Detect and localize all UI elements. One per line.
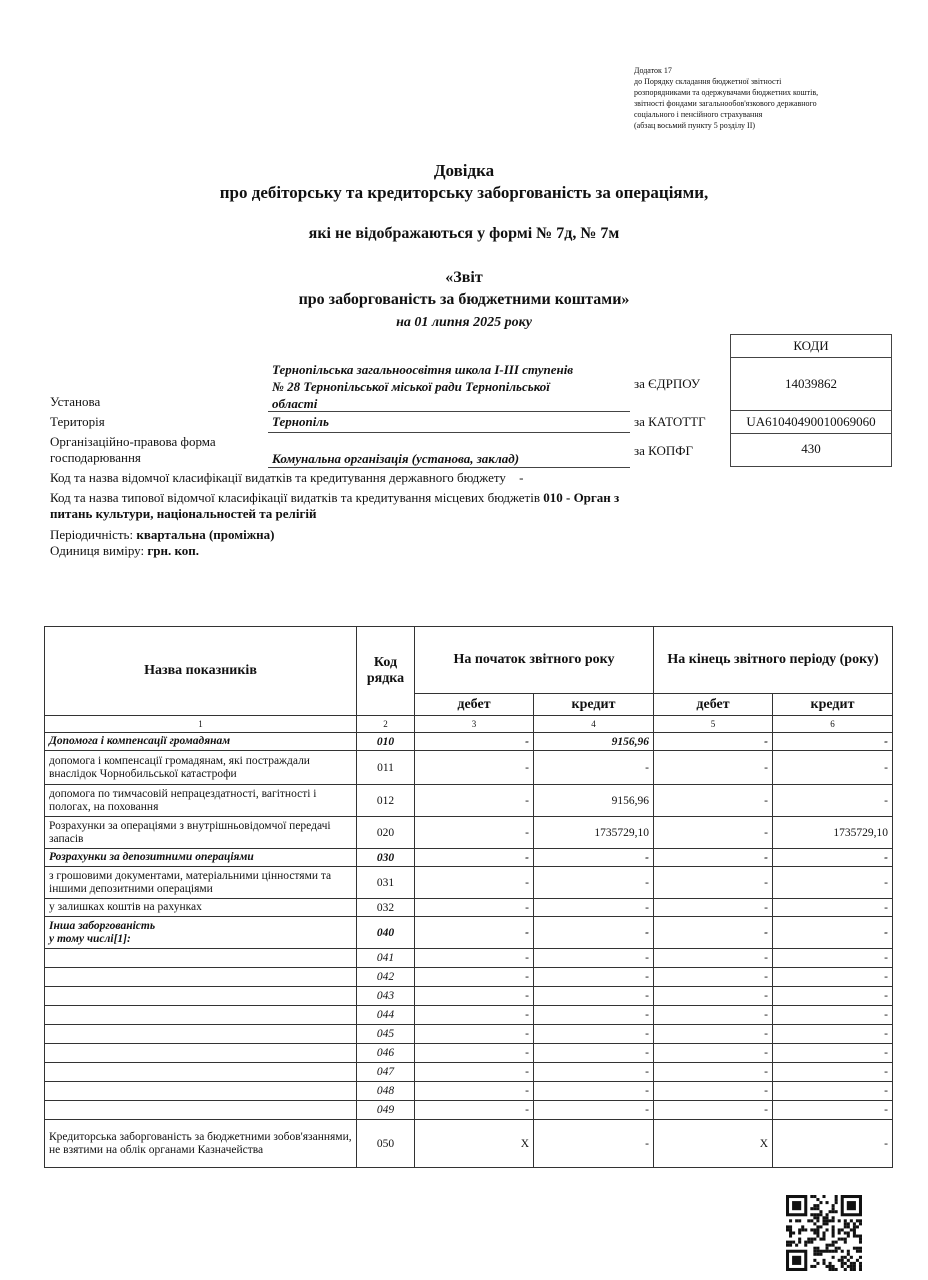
local-class-code: 010 - Орган з xyxy=(543,490,620,505)
territory-label: Територія xyxy=(50,414,105,429)
cell-d2: - xyxy=(654,987,773,1006)
cell-d1: - xyxy=(415,1063,534,1082)
cell-code: 042 xyxy=(357,968,415,987)
col-number: 2 xyxy=(357,716,415,733)
document-title xyxy=(0,160,928,204)
cell-code: 030 xyxy=(357,849,415,867)
unit-value: грн. коп. xyxy=(147,543,200,558)
cell-c2: - xyxy=(773,849,893,867)
cell-name xyxy=(45,987,357,1006)
cell-d2: - xyxy=(654,1082,773,1101)
cell-d2: - xyxy=(654,899,773,917)
cell-d2: - xyxy=(654,1025,773,1044)
cell-d1: - xyxy=(415,849,534,867)
periodicity xyxy=(50,527,274,543)
cell-d2: - xyxy=(654,867,773,899)
org-form-label-line: Організаційно-правова форма xyxy=(50,434,216,449)
cell-d2: - xyxy=(654,785,773,817)
cell-d2: - xyxy=(654,968,773,987)
cell-d2: - xyxy=(654,917,773,949)
cell-c1: - xyxy=(534,968,654,987)
cell-c1: - xyxy=(534,1082,654,1101)
cell-d1: - xyxy=(415,751,534,785)
cell-d1: - xyxy=(415,733,534,751)
institution-line: області xyxy=(272,396,318,411)
cell-code: 011 xyxy=(357,751,415,785)
title-line: «Звіт xyxy=(445,269,483,286)
header-name: Назва показників xyxy=(45,627,357,716)
cell-d2: - xyxy=(654,1044,773,1063)
header-code: Код рядка xyxy=(357,627,415,716)
cell-d2: - xyxy=(654,949,773,968)
cell-name xyxy=(45,968,357,987)
cell-c1: - xyxy=(534,987,654,1006)
institution-name xyxy=(272,361,573,412)
table-row xyxy=(45,785,893,817)
cell-code: 050 xyxy=(357,1120,415,1168)
header-start: На початок звітного року xyxy=(415,627,654,694)
table-row xyxy=(45,987,893,1006)
cell-c2: - xyxy=(773,899,893,917)
cell-c1: - xyxy=(534,751,654,785)
cell-d2: - xyxy=(654,1101,773,1120)
cell-c1: - xyxy=(534,899,654,917)
cell-name: Допомога і компенсації громадянам xyxy=(45,733,357,751)
appendix-note xyxy=(634,65,894,131)
cell-c2: - xyxy=(773,949,893,968)
header-debit-end: дебет xyxy=(654,694,773,716)
col-number: 5 xyxy=(654,716,773,733)
org-form-underline xyxy=(268,467,630,468)
cell-code: 049 xyxy=(357,1101,415,1120)
table-row xyxy=(45,733,893,751)
cell-c2: - xyxy=(773,1120,893,1168)
org-form-label xyxy=(50,434,216,466)
cell-c2: - xyxy=(773,733,893,751)
local-classification xyxy=(50,490,619,522)
table-row xyxy=(45,1044,893,1063)
report-title xyxy=(0,267,928,311)
cell-d1: - xyxy=(415,1082,534,1101)
table-row xyxy=(45,1025,893,1044)
appendix-line: до Порядку складання бюджетної звітності xyxy=(634,77,782,86)
cell-code: 040 xyxy=(357,917,415,949)
col-number: 3 xyxy=(415,716,534,733)
table-row xyxy=(45,1120,893,1168)
cell-name: з грошовими документами, матеріальними цінностями та іншими депозитними операціями xyxy=(45,867,357,899)
cell-name: допомога і компенсації громадянам, які постраждали внаслідок Чорнобильської катастрофи xyxy=(45,751,357,785)
table-row xyxy=(45,1101,893,1120)
cell-d1: - xyxy=(415,817,534,849)
cell-c1: - xyxy=(534,1006,654,1025)
cell-name xyxy=(45,1063,357,1082)
unit-label: Одиниця виміру: xyxy=(50,543,145,558)
cell-name: Кредиторська заборгованість за бюджетними зобов'язаннями, не взятими на облік органами Казначейства xyxy=(45,1120,357,1168)
cell-d2: - xyxy=(654,733,773,751)
appendix-line: (абзац восьмий пункту 5 розділу II) xyxy=(634,121,756,130)
period-value: квартальна (проміжна) xyxy=(136,527,275,542)
cell-name xyxy=(45,949,357,968)
cell-name xyxy=(45,1006,357,1025)
cell-name xyxy=(45,1025,357,1044)
table-row xyxy=(45,1006,893,1025)
table-row xyxy=(45,849,893,867)
cell-c1: - xyxy=(534,1101,654,1120)
institution-underline xyxy=(268,411,630,412)
cell-d1: - xyxy=(415,899,534,917)
cell-d1: - xyxy=(415,1006,534,1025)
cell-code: 046 xyxy=(357,1044,415,1063)
local-class-text: Код та назва типової відомчої класифікації видатків та кредитування місцевих бюджетів xyxy=(50,490,540,505)
cell-code: 047 xyxy=(357,1063,415,1082)
cell-code: 048 xyxy=(357,1082,415,1101)
report-date: на 01 липня 2025 року xyxy=(396,315,532,330)
institution-line: № 28 Тернопільської міської ради Тернопільської xyxy=(272,379,550,394)
qr-code-icon xyxy=(786,1195,862,1271)
cell-c1: 9156,96 xyxy=(534,733,654,751)
cell-c1: - xyxy=(534,867,654,899)
cell-d1: - xyxy=(415,917,534,949)
cell-d1: - xyxy=(415,785,534,817)
cell-code: 020 xyxy=(357,817,415,849)
org-form-label-line: господарювання xyxy=(50,450,141,465)
dept-class-value: - xyxy=(519,470,524,485)
table-row xyxy=(45,817,893,849)
cell-d1: - xyxy=(415,1044,534,1063)
col-number: 1 xyxy=(45,716,357,733)
cell-c1: - xyxy=(534,949,654,968)
cell-c1: - xyxy=(534,1025,654,1044)
cell-d1: - xyxy=(415,1101,534,1120)
cell-code: 010 xyxy=(357,733,415,751)
table-body xyxy=(45,733,893,1168)
org-form-value: Комунальна організація (установа, заклад) xyxy=(272,451,520,466)
cell-d1: - xyxy=(415,867,534,899)
cell-c1: 9156,96 xyxy=(534,785,654,817)
codes-box xyxy=(730,334,892,467)
cell-code: 044 xyxy=(357,1006,415,1025)
cell-code: 031 xyxy=(357,867,415,899)
appendix-line: Додаток 17 xyxy=(634,66,672,75)
col-number: 4 xyxy=(534,716,654,733)
appendix-line: розпорядниками та одержувачами бюджетних коштів, xyxy=(634,88,819,97)
header-debit-start: дебет xyxy=(415,694,534,716)
cell-d1: - xyxy=(415,968,534,987)
title-line: про заборгованість за бюджетними коштами» xyxy=(298,291,630,308)
katottg-label: за КАТОТТГ xyxy=(634,414,706,429)
cell-c1: - xyxy=(534,849,654,867)
cell-code: 012 xyxy=(357,785,415,817)
debt-table xyxy=(44,626,893,1168)
katottg-code: UA61040490010069060 xyxy=(731,410,891,433)
cell-d2: - xyxy=(654,1063,773,1082)
cell-name: допомога по тимчасовій непрацездатності, вагітності і пологах, на поховання xyxy=(45,785,357,817)
unit-of-measure xyxy=(50,543,199,559)
cell-d1: - xyxy=(415,1025,534,1044)
cell-c2: - xyxy=(773,1101,893,1120)
cell-d2: - xyxy=(654,1006,773,1025)
cell-d1: X xyxy=(415,1120,534,1168)
cell-name: Інша заборгованість у тому числі[1]: xyxy=(45,917,357,949)
cell-c2: - xyxy=(773,785,893,817)
cell-code: 041 xyxy=(357,949,415,968)
table-row xyxy=(45,917,893,949)
table-row xyxy=(45,751,893,785)
table-row xyxy=(45,867,893,899)
kopfg-code: 430 xyxy=(731,433,891,466)
cell-c2: - xyxy=(773,751,893,785)
cell-name: Розрахунки за депозитними операціями xyxy=(45,849,357,867)
cell-c1: - xyxy=(534,1120,654,1168)
cell-code: 032 xyxy=(357,899,415,917)
cell-c1: - xyxy=(534,1044,654,1063)
institution-label: Установа xyxy=(50,394,101,409)
territory-underline xyxy=(268,432,630,433)
codes-header: КОДИ xyxy=(793,338,829,353)
period-label: Періодичність: xyxy=(50,527,134,542)
appendix-line: звітності фондами загальнообов'язкового державного xyxy=(634,99,817,108)
kopfg-label: за КОПФГ xyxy=(634,443,694,458)
table-row xyxy=(45,1063,893,1082)
edrpou-label: за ЄДРПОУ xyxy=(634,376,701,391)
title-line: які не відображаються у формі № 7д, № 7м xyxy=(308,225,620,242)
cell-c2: - xyxy=(773,1063,893,1082)
institution-line: Тернопільська загальноосвітня школа І-ІІІ ступенів xyxy=(272,362,574,377)
cell-d1: - xyxy=(415,949,534,968)
cell-c2: - xyxy=(773,917,893,949)
cell-c2: - xyxy=(773,1082,893,1101)
cell-c2: - xyxy=(773,1044,893,1063)
cell-c2: - xyxy=(773,968,893,987)
cell-name xyxy=(45,1082,357,1101)
cell-name: у залишках коштів на рахунках xyxy=(45,899,357,917)
cell-c2: - xyxy=(773,987,893,1006)
table-row xyxy=(45,1082,893,1101)
col-number: 6 xyxy=(773,716,893,733)
cell-d2: - xyxy=(654,817,773,849)
territory-value: Тернопіль xyxy=(272,414,329,429)
header-credit-end: кредит xyxy=(773,694,893,716)
table-row xyxy=(45,899,893,917)
cell-d2: - xyxy=(654,751,773,785)
local-class-line2: питань культури, національностей та релігій xyxy=(50,506,317,521)
cell-code: 045 xyxy=(357,1025,415,1044)
cell-c1: - xyxy=(534,1063,654,1082)
cell-c1: 1735729,10 xyxy=(534,817,654,849)
cell-c2: - xyxy=(773,867,893,899)
title-line: Довідка xyxy=(433,161,495,180)
edrpou-code: 14039862 xyxy=(731,357,891,410)
header-credit-start: кредит xyxy=(534,694,654,716)
cell-name xyxy=(45,1101,357,1120)
table-row xyxy=(45,968,893,987)
dept-classification xyxy=(50,470,523,486)
title-line: про дебіторську та кредиторську заборгованість за операціями, xyxy=(219,183,709,202)
cell-name xyxy=(45,1044,357,1063)
cell-c2: - xyxy=(773,1025,893,1044)
dept-class-text: Код та назва відомчої класифікації видатків та кредитування державного бюджету xyxy=(50,470,506,485)
cell-d2: X xyxy=(654,1120,773,1168)
table-row xyxy=(45,949,893,968)
cell-name: Розрахунки за операціями з внутрішньовідомчої передачі запасів xyxy=(45,817,357,849)
cell-c1: - xyxy=(534,917,654,949)
appendix-line: соціального і пенсійного страхування xyxy=(634,110,763,119)
cell-d2: - xyxy=(654,849,773,867)
header-end: На кінець звітного періоду (року) xyxy=(654,627,893,694)
cell-d1: - xyxy=(415,987,534,1006)
cell-c2: - xyxy=(773,1006,893,1025)
cell-c2: 1735729,10 xyxy=(773,817,893,849)
cell-code: 043 xyxy=(357,987,415,1006)
